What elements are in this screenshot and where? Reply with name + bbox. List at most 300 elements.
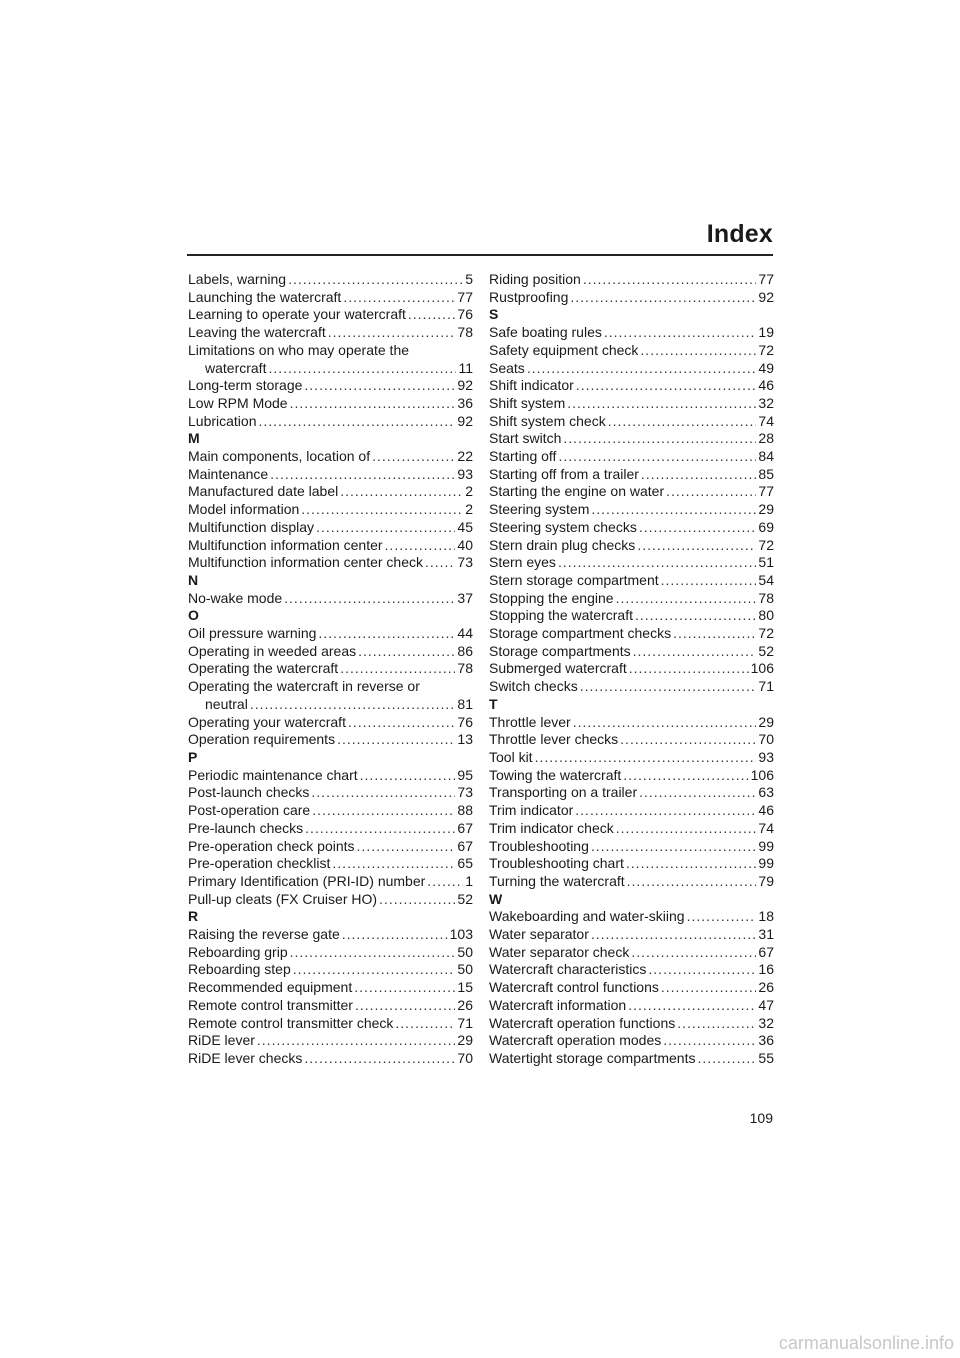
index-entry (188, 466, 473, 484)
index-entry-term: Post-operation care (188, 802, 311, 819)
index-entry-page: 28 (758, 430, 774, 447)
index-entry-page: 11 (458, 359, 473, 376)
index-entry-term: Manufactured date label (188, 483, 339, 500)
index-entry-term: Tool kit (489, 748, 533, 765)
index-entry-term: Raising the reverse gate (188, 926, 340, 943)
index-entry-term: RiDE lever (188, 1032, 255, 1049)
dot-leader (268, 360, 456, 378)
index-entry (489, 483, 774, 501)
index-column-right (489, 271, 774, 1068)
index-entry-term: Throttle lever (489, 713, 571, 730)
index-entry (188, 590, 473, 608)
index-entry (489, 554, 774, 572)
index-entry-page: 80 (758, 607, 774, 624)
index-entry-term: Stopping the watercraft (489, 607, 633, 624)
index-column-left (188, 271, 473, 1068)
dot-leader (575, 802, 756, 820)
index-entry (188, 891, 473, 909)
index-entry (489, 926, 774, 944)
index-entry (489, 1050, 774, 1068)
index-entry-term: Seats (489, 359, 525, 376)
index-entry (188, 979, 473, 997)
index-entry-page: 47 (758, 996, 774, 1013)
index-entry (188, 802, 473, 820)
dot-leader (620, 731, 756, 749)
dot-leader (616, 590, 757, 608)
index-entry (489, 643, 774, 661)
dot-leader (591, 838, 757, 856)
index-entry (489, 377, 774, 395)
dot-leader (316, 519, 455, 537)
index-entry (188, 820, 473, 838)
index-entry (188, 395, 473, 413)
index-entry-term: Starting off (489, 448, 557, 465)
index-entry (188, 767, 473, 785)
dot-leader (663, 1032, 756, 1050)
index-entry-page: 50 (457, 961, 473, 978)
index-entry (489, 1032, 774, 1050)
index-entry (188, 554, 473, 572)
index-entry-term: Stern drain plug checks (489, 536, 636, 553)
index-entry-page: 93 (457, 465, 473, 482)
index-entry (489, 572, 774, 590)
index-entry (489, 784, 774, 802)
index-entry-page: 51 (758, 554, 774, 571)
dot-leader (591, 501, 756, 519)
title-rule (187, 254, 773, 256)
index-entry-page: 44 (457, 625, 473, 642)
index-entry (188, 413, 473, 431)
index-entry-page: 54 (758, 571, 774, 588)
index-entry-page: 1 (465, 872, 473, 889)
index-entry (188, 377, 473, 395)
page-number: 109 (749, 1110, 773, 1126)
index-entry (489, 395, 774, 413)
dot-leader (639, 519, 757, 537)
index-entry-term: Operation requirements (188, 731, 336, 748)
index-entry (188, 342, 473, 377)
index-entry-page: 26 (758, 979, 774, 996)
index-entry-page: 37 (457, 589, 473, 606)
index-entry (489, 590, 774, 608)
index-entry-page: 67 (758, 943, 774, 960)
index-entry (188, 714, 473, 732)
index-entry-page: 77 (758, 271, 774, 287)
dot-leader (627, 873, 757, 891)
index-entry (489, 873, 774, 891)
index-entry-term: Reboarding step (188, 961, 291, 978)
dot-leader (687, 908, 757, 926)
dot-leader (558, 554, 756, 572)
index-entry-page: 99 (758, 855, 774, 872)
index-entry-term: Safe boating rules (489, 324, 602, 341)
index-entry-term: Riding position (489, 271, 581, 287)
index-entry-term: Troubleshooting chart (489, 855, 624, 872)
index-entry (188, 289, 473, 307)
index-entry-term: RiDE lever checks (188, 1049, 303, 1066)
index-entry-term: Watercraft information (489, 996, 627, 1013)
dot-leader (570, 289, 756, 307)
index-entry-term: Labels, warning (188, 271, 287, 287)
dot-leader (328, 324, 456, 342)
dot-leader (305, 820, 455, 838)
dot-leader (342, 926, 448, 944)
index-entry (188, 997, 473, 1015)
dot-leader (304, 1050, 455, 1068)
index-entry-term: Shift system (489, 394, 566, 411)
index-entry-term: Launching the watercraft (188, 288, 342, 305)
index-entry-term: Wakeboarding and water-skiing (489, 908, 685, 925)
index-entry-term: Stern storage compartment (489, 571, 659, 588)
index-entry (188, 324, 473, 342)
index-entry (489, 660, 774, 678)
index-entry (188, 643, 473, 661)
index-entry (188, 1032, 473, 1050)
index-entry-term: Periodic maintenance chart (188, 766, 358, 783)
index-entry-page: 5 (465, 271, 473, 287)
dot-leader (425, 554, 455, 572)
index-entry-term: Start switch (489, 430, 562, 447)
dot-leader (372, 448, 455, 466)
index-letter-heading: S (489, 306, 499, 323)
page-title: Index (706, 220, 773, 248)
index-entry-page: 79 (758, 872, 774, 889)
dot-leader (661, 572, 757, 590)
index-entry-term: Troubleshooting (489, 837, 589, 854)
dot-leader (343, 289, 455, 307)
index-entry-term: Trim indicator check (489, 819, 614, 836)
index-entry (489, 360, 774, 378)
index-entry (489, 820, 774, 838)
index-entry (489, 908, 774, 926)
dot-leader (629, 660, 749, 678)
index-entry-term: Multifunction display (188, 518, 315, 535)
index-entry-term: Leaving the watercraft (188, 324, 326, 341)
dot-leader (558, 448, 756, 466)
index-entry-term: Operating your watercraft (188, 713, 346, 730)
index-entry-page: 45 (457, 518, 473, 535)
dot-leader (379, 891, 455, 909)
index-entry-term: Model information (188, 501, 300, 518)
index-entry-term: Watercraft operation functions (489, 1014, 676, 1031)
dot-leader (250, 696, 456, 714)
dot-leader (408, 306, 456, 324)
index-entry-page: 67 (457, 819, 473, 836)
index-entry-term: Storage compartments (489, 642, 631, 659)
index-entry (188, 537, 473, 555)
dot-leader (576, 377, 757, 395)
index-entry-term: Maintenance (188, 465, 269, 482)
dot-leader (301, 501, 463, 519)
index-entry-term: Submerged watercraft (489, 660, 627, 677)
index-entry-page: 46 (758, 802, 774, 819)
index-entry-page: 55 (758, 1049, 774, 1066)
index-entry-term: Water separator check (489, 943, 630, 960)
dot-leader (293, 961, 456, 979)
index-entry-term: Stern eyes (489, 554, 556, 571)
index-letter-heading: O (188, 607, 199, 624)
index-entry (188, 483, 473, 501)
index-entry-term: Turning the watercraft (489, 872, 625, 889)
index-entry-term: Reboarding grip (188, 943, 288, 960)
index-entry (489, 501, 774, 519)
index-entry-page: 95 (457, 766, 473, 783)
index-entry (188, 519, 473, 537)
index-entry-page: 72 (758, 625, 774, 642)
index-entry-page: 77 (758, 483, 774, 500)
index-entry (489, 537, 774, 555)
dot-leader (641, 466, 757, 484)
dot-leader (354, 979, 455, 997)
index-entry (489, 448, 774, 466)
index-entry-page: 74 (758, 819, 774, 836)
index-entry-page: 78 (457, 324, 473, 341)
index-entry-page: 26 (457, 996, 473, 1013)
dot-leader (527, 360, 757, 378)
index-entry-page: 73 (457, 784, 473, 801)
index-entry-page: 86 (457, 642, 473, 659)
index-entry-term: Pre-launch checks (188, 819, 304, 836)
dot-leader (648, 961, 756, 979)
index-entry-term: Operating the watercraft in reverse or (188, 678, 420, 695)
dot-leader (583, 271, 757, 289)
index-entry-page: 78 (457, 660, 473, 677)
index-entry-term: Limitations on who may operate the (188, 341, 410, 358)
dot-leader (311, 784, 455, 802)
index-entry-term: Low RPM Mode (188, 394, 288, 411)
index-entry (489, 519, 774, 537)
dot-leader (697, 1050, 756, 1068)
index-entry-term: Towing the watercraft (489, 766, 622, 783)
index-entry-term: Learning to operate your watercraft (188, 306, 406, 323)
index-entry-page: 29 (758, 713, 774, 730)
index-entry-term: Shift indicator (489, 377, 574, 394)
index-entry-term: Safety equipment check (489, 341, 639, 358)
index-entry (489, 802, 774, 820)
index-entry-page: 93 (758, 748, 774, 765)
index-entry-term: Rustproofing (489, 288, 569, 305)
index-entry (489, 714, 774, 732)
dot-leader (623, 767, 748, 785)
index-entry (489, 855, 774, 873)
index-entry-term: Pre-operation check points (188, 837, 355, 854)
index-entry-page: 52 (457, 890, 473, 907)
index-letter-heading: N (188, 571, 199, 588)
index-entry-page: 18 (758, 908, 774, 925)
dot-leader (340, 483, 463, 501)
dot-leader (608, 413, 757, 431)
index-entry-term: Transporting on a trailer (489, 784, 638, 801)
index-entry (188, 873, 473, 891)
index-entry-page: 32 (758, 1014, 774, 1031)
index-entry (489, 944, 774, 962)
dot-leader (580, 678, 757, 696)
index-entry (188, 784, 473, 802)
index-entry-term-continuation: watercraft (205, 359, 267, 376)
dot-leader (358, 643, 455, 661)
index-entry-term: Primary Identification (PRI-ID) number (188, 872, 426, 889)
dot-leader (259, 413, 456, 431)
dot-leader (304, 377, 455, 395)
index-entry (188, 1015, 473, 1033)
index-entry (489, 731, 774, 749)
dot-leader (348, 714, 455, 732)
index-entry-page: 106 (750, 766, 774, 783)
index-entry (489, 838, 774, 856)
index-entry-term: Watercraft characteristics (489, 961, 647, 978)
index-entry-page: 73 (457, 554, 473, 571)
index-entry-term: Pull-up cleats (FX Cruiser HO) (188, 890, 378, 907)
dot-leader (385, 537, 456, 555)
index-entry (489, 324, 774, 342)
index-entry (489, 271, 774, 289)
index-entry-term: Shift system check (489, 412, 606, 429)
index-entry-page: 22 (457, 448, 473, 465)
index-entry-page: 74 (758, 412, 774, 429)
index-entry-page: 70 (457, 1049, 473, 1066)
index-entry (489, 979, 774, 997)
index-entry (489, 749, 774, 767)
index-entry-page: 88 (457, 802, 473, 819)
dot-leader (337, 731, 455, 749)
index-entry (489, 413, 774, 431)
index-entry-page: 2 (465, 483, 473, 500)
dot-leader (567, 395, 756, 413)
dot-leader (640, 342, 756, 360)
index-entry-term: Lubrication (188, 412, 257, 429)
index-entry-page: 50 (457, 943, 473, 960)
dot-leader (535, 749, 757, 767)
index-entry (188, 448, 473, 466)
index-entry-term: Steering system checks (489, 518, 637, 535)
dot-leader (284, 590, 455, 608)
dot-leader (637, 537, 756, 555)
index-letter-heading: M (188, 430, 200, 447)
index-entry-term: Main components, location of (188, 448, 371, 465)
index-entry-term-continuation: neutral (205, 695, 248, 712)
index-entry-term: Water separator (489, 926, 589, 943)
index-entry-term: Operating in weeded areas (188, 642, 357, 659)
index-entry-page: 76 (457, 713, 473, 730)
index-entry-page: 13 (457, 731, 473, 748)
index-entry (188, 961, 473, 979)
index-entry-term: Switch checks (489, 678, 578, 695)
dot-leader (631, 944, 756, 962)
index-entry-term: Storage compartment checks (489, 625, 672, 642)
dot-leader (673, 625, 756, 643)
index-entry-term: Watertight storage compartments (489, 1049, 696, 1066)
index-entry-term: No-wake mode (188, 589, 283, 606)
dot-leader (395, 1015, 455, 1033)
dot-leader (318, 625, 455, 643)
index-entry-term: Stopping the engine (489, 589, 614, 606)
dot-leader (626, 855, 757, 873)
index-entry-page: 99 (758, 837, 774, 854)
index-entry (188, 926, 473, 944)
index-entry (489, 1015, 774, 1033)
index-entry-page: 92 (758, 288, 774, 305)
dot-leader (357, 838, 456, 856)
index-entry-page: 92 (457, 412, 473, 429)
index-entry-page: 106 (750, 660, 774, 677)
index-entry (489, 961, 774, 979)
index-entry-term: Oil pressure warning (188, 625, 317, 642)
index-entry-term: Operating the watercraft (188, 660, 339, 677)
dot-leader (591, 926, 757, 944)
index-entry-term: Multifunction information center check (188, 554, 423, 571)
index-entry (188, 731, 473, 749)
index-entry-page: 92 (457, 377, 473, 394)
index-entry-term: Remote control transmitter (188, 996, 353, 1013)
index-entry (188, 660, 473, 678)
index-entry-page: 46 (758, 377, 774, 394)
index-entry-page: 103 (449, 926, 473, 943)
index-entry-term: Post-launch checks (188, 784, 310, 801)
index-entry-page: 16 (758, 961, 774, 978)
dot-leader (290, 395, 456, 413)
index-entry-page: 40 (457, 536, 473, 553)
dot-leader (270, 466, 455, 484)
index-entry-page: 72 (758, 536, 774, 553)
index-entry (489, 342, 774, 360)
dot-leader (639, 784, 756, 802)
dot-leader (360, 767, 456, 785)
index-entry-term: Multifunction information center (188, 536, 383, 553)
index-entry-page: 31 (758, 926, 774, 943)
index-entry-page: 63 (758, 784, 774, 801)
dot-leader (290, 944, 456, 962)
index-entry-term: Remote control transmitter check (188, 1014, 394, 1031)
index-entry-page: 36 (758, 1032, 774, 1049)
index-entry-term: Watercraft control functions (489, 979, 659, 996)
index-entry-page: 15 (457, 979, 473, 996)
index-entry (188, 306, 473, 324)
index-entry (188, 625, 473, 643)
index-entry-term: Steering system (489, 501, 590, 518)
index-entry-term: Trim indicator (489, 802, 574, 819)
index-entry-page: 32 (758, 394, 774, 411)
index-entry-term: Watercraft operation modes (489, 1032, 662, 1049)
index-letter-heading: W (489, 890, 503, 907)
index-entry-page: 2 (465, 501, 473, 518)
index-entry-page: 52 (758, 642, 774, 659)
index-entry (489, 466, 774, 484)
index-entry (188, 1050, 473, 1068)
dot-leader (563, 430, 756, 448)
index-entry-page: 77 (457, 288, 473, 305)
dot-leader (257, 1032, 456, 1050)
index-entry-page: 72 (758, 341, 774, 358)
index-entry-page: 19 (758, 324, 774, 341)
index-entry-page: 29 (758, 501, 774, 518)
index-entry-page: 81 (457, 695, 473, 712)
index-entry-term: Pre-operation checklist (188, 855, 331, 872)
dot-leader (312, 802, 455, 820)
index-entry-term: Starting the engine on water (489, 483, 665, 500)
index-letter-heading: R (188, 908, 199, 925)
dot-leader (355, 997, 455, 1015)
index-entry-page: 76 (457, 306, 473, 323)
watermark-text: carmanualsonline.info (778, 1333, 954, 1353)
index-entry (489, 607, 774, 625)
index-entry (188, 501, 473, 519)
index-entry-page: 71 (758, 678, 774, 695)
dot-leader (666, 483, 756, 501)
index-entry-term: Long-term storage (188, 377, 303, 394)
index-entry-page: 85 (758, 465, 774, 482)
index-entry (188, 855, 473, 873)
dot-leader (635, 607, 756, 625)
